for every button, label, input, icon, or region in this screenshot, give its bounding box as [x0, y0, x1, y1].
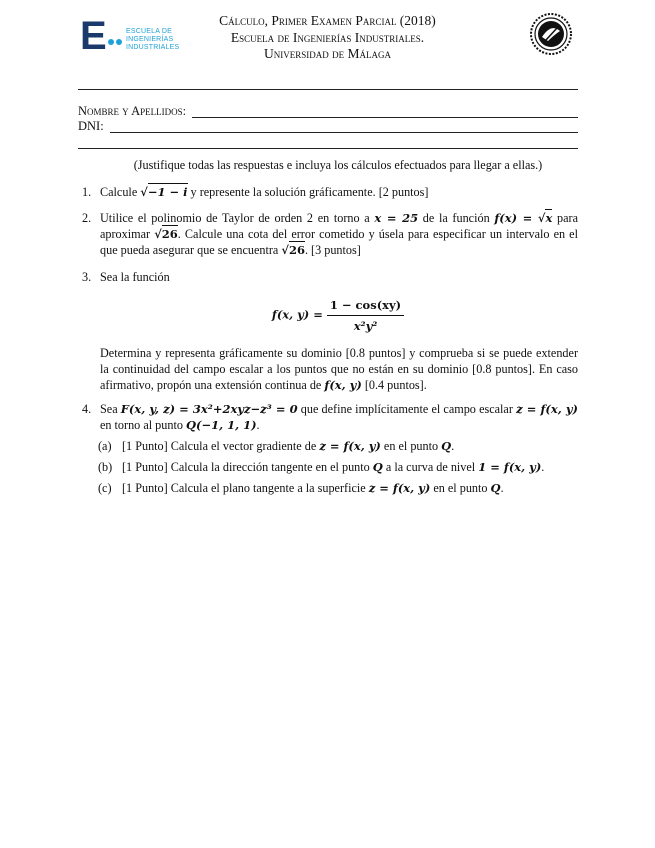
question-4a: (a) [1 Punto] Calcula el vector gradiente de z = f(x, y) en el punto Q.	[98, 439, 455, 453]
question-3-body: Determina y representa gráficamente su dominio [0.8 puntos] y comprueba si se puede extender la continuidad del campo escalar a los puntos que no están en su dominio [0.8 puntos]. En caso afirmativo, propón una extensión continua de f(x, y) [0.4 puntos].	[100, 346, 578, 392]
question-1: 1. Calcule √−1 − i y represente la solución gráficamente. [2 puntos]	[82, 185, 429, 199]
question-4: 4. Sea F(x, y, z) = 3x²+2xyz−z³ = 0 que define implícitamente el campo escalar z = f(x, y) en torno al punto Q(−1, 1, 1).	[82, 402, 578, 432]
question-4c: (c) [1 Punto] Calcula el plano tangente a la superficie z = f(x, y) en el punto Q.	[98, 481, 504, 495]
dni-line[interactable]	[110, 122, 578, 133]
question-3: 3. Sea la función	[82, 270, 170, 284]
name-line[interactable]	[192, 107, 578, 118]
logo-text: ESCUELA DE INGENIERÍAS INDUSTRIALES	[126, 28, 180, 51]
exam-body	[78, 157, 578, 517]
dni-label: DNI:	[78, 119, 104, 133]
name-label: Nombre y Apellidos:	[78, 104, 187, 118]
university-seal-icon	[530, 13, 572, 55]
header-divider	[78, 89, 578, 90]
fraction: $\frac{1 - \cos(xy)}{\text{x²y²}}$	[327, 297, 404, 334]
function-definition: f(x, y) = $\frac{1 - \cos(xy)}{\text{x²y²}}$	[78, 297, 588, 334]
instructions: (Justifique todas las respuestas e incluya los cálculos efectuados para llegar a ellas.)	[133, 158, 543, 172]
sqrt-expression: −1 − i	[147, 185, 188, 199]
question-2: 2. Utilice el polinomio de Taylor de orden 2 en torno a x = 25 de la función f(x) = √x para aproximar √26. Calcule una cota del error cometido y úsela para especificar un intervalo en el que pueda asegurar que se encuentra √26. [3 puntos]	[82, 211, 578, 257]
dni-field[interactable]	[78, 119, 578, 133]
logo-letter: E	[80, 14, 107, 58]
question-4b: (b) [1 Punto] Calcula la dirección tangente en el punto Q a la curva de nivel 1 = f(x, y).	[98, 460, 545, 474]
logo-dots-icon	[108, 32, 124, 50]
form-divider	[78, 148, 578, 149]
university-name: Universidad de Málaga	[264, 46, 391, 61]
exam-title: Cálculo, Primer Examen Parcial (2018)	[219, 13, 436, 28]
school-name: Escuela de Ingenierías Industriales.	[230, 30, 425, 45]
name-field[interactable]	[78, 104, 578, 118]
